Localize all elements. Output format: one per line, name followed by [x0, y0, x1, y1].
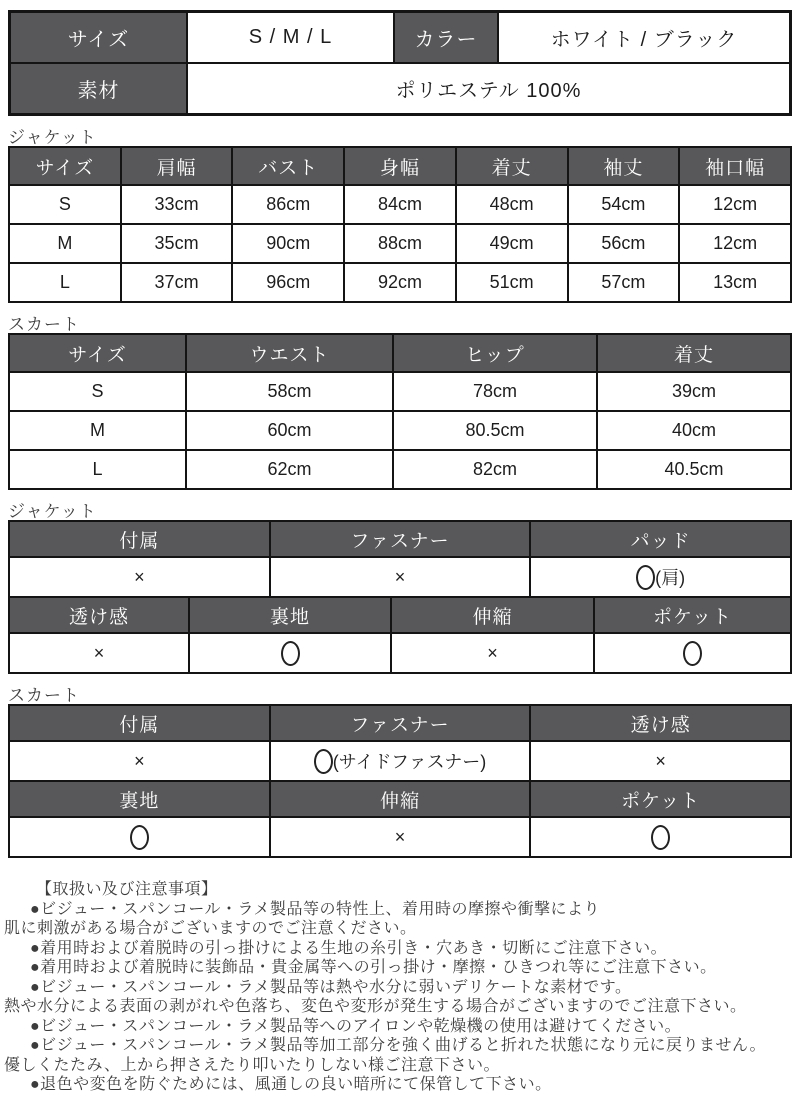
- size-table-row: [9, 224, 791, 263]
- size-value-cell: M: [9, 411, 186, 450]
- size-table-row: [9, 411, 791, 450]
- size-value-cell: S: [9, 185, 121, 224]
- feature-value-row: [9, 741, 791, 781]
- feature-value-row: [9, 817, 791, 857]
- care-note-line: ●ビジュー・スパンコール・ラメ製品等の特性上、着用時の摩擦や衝撃により: [30, 900, 601, 918]
- skirt-size-section-label: スカート: [8, 315, 80, 334]
- size-table-header-row: [9, 334, 791, 372]
- size-value-cell: 12cm: [679, 224, 791, 263]
- column-header-cell: 身幅: [344, 147, 456, 185]
- feature-header-cell: 伸縮: [270, 781, 531, 817]
- care-notes-title: 【取扱い及び注意事項】: [36, 881, 218, 898]
- feature-value-row: [9, 557, 791, 597]
- size-value-cell: 51cm: [456, 263, 568, 302]
- feature-value-cell: ×: [9, 741, 270, 781]
- spec-row-material: [10, 63, 791, 115]
- feature-header-cell: 伸縮: [391, 597, 594, 633]
- care-note-line: 優しくたたみ、上から押さえたり叩いたりしない様ご注意下さい。: [4, 1056, 500, 1074]
- maru-annotation: (サイドファスナー): [332, 752, 487, 772]
- size-value-cell: S: [9, 372, 186, 411]
- feature-table-section: [8, 704, 792, 782]
- feature-value-cell: ×: [270, 817, 531, 857]
- size-value-cell: 39cm: [597, 372, 791, 411]
- size-table-row: [9, 185, 791, 224]
- care-note-line: ●退色や変色を防ぐためには、風通しの良い暗所にて保管して下さい。: [30, 1076, 552, 1093]
- size-value-cell: 78cm: [393, 372, 597, 411]
- color-header-cell: カラー: [394, 12, 498, 64]
- size-table-row: [9, 263, 791, 302]
- feature-value-cell: ×: [9, 557, 270, 597]
- size-value-cell: 54cm: [568, 185, 680, 224]
- feature-table-section: [8, 596, 792, 674]
- size-value-cell: 82cm: [393, 450, 597, 489]
- jacket-features-table: [8, 520, 792, 674]
- care-note-line: ●ビジュー・スパンコール・ラメ製品等へのアイロンや乾燥機の使用は避けてください。: [30, 1017, 682, 1035]
- feature-header-cell: ポケット: [594, 597, 791, 633]
- column-header-cell: 肩幅: [121, 147, 233, 185]
- jacket-size-section-label: ジャケット: [8, 128, 97, 147]
- care-note-line: 熱や水分による表面の剥がれや色落ち、変色や変形が発生する場合がございますのでご注意下さい。: [4, 998, 747, 1015]
- size-value-cell: 92cm: [344, 263, 456, 302]
- size-value-cell: 62cm: [186, 450, 393, 489]
- size-value-cell: 40cm: [597, 411, 791, 450]
- size-table-row: [9, 450, 791, 489]
- size-value-cell: 57cm: [568, 263, 680, 302]
- feature-header-cell: パッド: [530, 521, 791, 557]
- care-notes-section: [0, 880, 800, 1095]
- color-value-cell: ホワイト / ブラック: [498, 12, 791, 64]
- feature-value-row: [9, 633, 791, 673]
- material-value-cell: ポリエステル 100%: [187, 63, 791, 115]
- column-header-cell: 袖丈: [568, 147, 680, 185]
- feature-table-section: [8, 520, 792, 598]
- column-header-cell: ヒップ: [393, 334, 597, 372]
- maru-circle-icon: [651, 825, 670, 850]
- feature-header-cell: 付属: [9, 521, 270, 557]
- size-value-cell: 48cm: [456, 185, 568, 224]
- size-value-cell: S / M / L: [187, 12, 394, 64]
- skirt-size-table: [8, 333, 792, 490]
- feature-header-row: [9, 705, 791, 741]
- size-value-cell: 96cm: [232, 263, 344, 302]
- size-value-cell: L: [9, 263, 121, 302]
- size-value-cell: 12cm: [679, 185, 791, 224]
- feature-value-cell: [594, 633, 791, 673]
- feature-header-cell: ポケット: [530, 781, 791, 817]
- size-value-cell: 40.5cm: [597, 450, 791, 489]
- feature-header-cell: 透け感: [9, 597, 189, 633]
- care-note-line: ●着用時および着脱時に装飾品・貴金属等への引っ掛け・摩擦・ひきつれ等にご注意下さい。: [30, 959, 717, 976]
- column-header-cell: 着丈: [597, 334, 791, 372]
- size-value-cell: 84cm: [344, 185, 456, 224]
- size-value-cell: 60cm: [186, 411, 393, 450]
- size-value-cell: 49cm: [456, 224, 568, 263]
- feature-header-cell: ファスナー: [270, 705, 531, 741]
- column-header-cell: 着丈: [456, 147, 568, 185]
- care-note-line: ●着用時および着脱時の引っ掛けによる生地の糸引き・穴あき・切断にご注意下さい。: [30, 939, 668, 957]
- size-value-cell: 90cm: [232, 224, 344, 263]
- care-notes-lines: [0, 900, 800, 1095]
- care-note-line: 肌に刺激がある場合がございますのでご注意ください。: [4, 920, 417, 937]
- size-value-cell: 88cm: [344, 224, 456, 263]
- care-note-line: ●ビジュー・スパンコール・ラメ製品等は熱や水分に弱いデリケートな素材です。: [30, 978, 632, 996]
- feature-header-cell: 付属: [9, 705, 270, 741]
- material-header-cell: 素材: [10, 63, 188, 115]
- feature-value-cell: ×: [9, 633, 189, 673]
- size-value-cell: M: [9, 224, 121, 263]
- column-header-cell: ウエスト: [186, 334, 393, 372]
- maru-annotation: (肩): [655, 568, 686, 588]
- feature-value-cell: ×: [270, 557, 531, 597]
- spec-row-size-color: [10, 12, 791, 64]
- size-value-cell: 37cm: [121, 263, 233, 302]
- feature-header-cell: 透け感: [530, 705, 791, 741]
- size-value-cell: 56cm: [568, 224, 680, 263]
- skirt-features-table: [8, 704, 792, 858]
- feature-value-cell: [189, 633, 391, 673]
- jacket-size-table: [8, 146, 792, 303]
- feature-value-cell: [9, 817, 270, 857]
- size-value-cell: 33cm: [121, 185, 233, 224]
- skirt-features-section-label: スカート: [8, 686, 80, 705]
- feature-header-row: [9, 781, 791, 817]
- jacket-features-section-label: ジャケット: [8, 502, 97, 521]
- column-header-cell: 袖口幅: [679, 147, 791, 185]
- size-value-cell: L: [9, 450, 186, 489]
- maru-circle-icon: [314, 749, 333, 774]
- spec-table: [8, 10, 792, 116]
- feature-table-section: [8, 780, 792, 858]
- feature-header-row: [9, 521, 791, 557]
- feature-header-cell: 裏地: [189, 597, 391, 633]
- size-table-row: [9, 372, 791, 411]
- size-header-cell: サイズ: [10, 12, 188, 64]
- feature-header-row: [9, 597, 791, 633]
- feature-value-cell: [530, 817, 791, 857]
- column-header-cell: バスト: [232, 147, 344, 185]
- maru-circle-icon: [130, 825, 149, 850]
- size-value-cell: 35cm: [121, 224, 233, 263]
- maru-circle-icon: [636, 565, 655, 590]
- feature-value-cell: [530, 557, 791, 597]
- feature-value-cell: ×: [391, 633, 594, 673]
- product-spec-sheet: [0, 10, 800, 1095]
- feature-value-cell: [270, 741, 531, 781]
- size-value-cell: 80.5cm: [393, 411, 597, 450]
- size-value-cell: 58cm: [186, 372, 393, 411]
- maru-circle-icon: [281, 641, 300, 666]
- feature-header-cell: 裏地: [9, 781, 270, 817]
- feature-value-cell: ×: [530, 741, 791, 781]
- maru-circle-icon: [683, 641, 702, 666]
- size-table-header-row: [9, 147, 791, 185]
- feature-header-cell: ファスナー: [270, 521, 531, 557]
- column-header-cell: サイズ: [9, 334, 186, 372]
- column-header-cell: サイズ: [9, 147, 121, 185]
- size-value-cell: 13cm: [679, 263, 791, 302]
- care-note-line: ●ビジュー・スパンコール・ラメ製品等加工部分を強く曲げると折れた状態になり元に戻りません。: [30, 1037, 767, 1054]
- size-value-cell: 86cm: [232, 185, 344, 224]
